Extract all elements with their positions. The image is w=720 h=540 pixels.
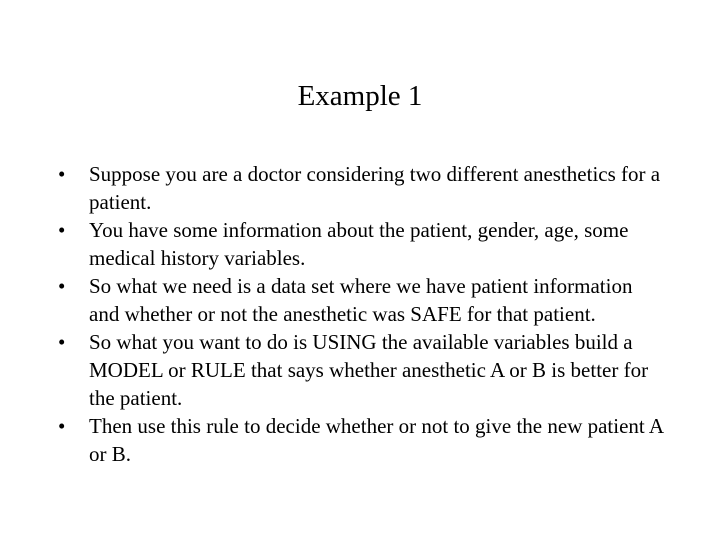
bullet-item [58,216,668,272]
bullet-icon: • [58,330,66,354]
bullet-list [58,160,668,468]
bullet-text: You have some information about the patient, gender, age, some medical history variables. [89,218,629,270]
slide-title: Example 1 [297,80,423,112]
bullet-text: So what you want to do is USING the available variables build a MODEL or RULE that says whether anesthetic A or B is better for the patient. [89,330,649,410]
bullet-item [58,328,668,412]
bullet-icon: • [58,162,66,186]
bullet-text: So what we need is a data set where we have patient information and whether or not the anesthetic was SAFE for that patient. [89,274,633,326]
bullet-item [58,412,668,468]
bullet-icon: • [58,274,66,298]
bullet-icon: • [58,218,66,242]
bullet-item [58,160,668,216]
bullet-icon: • [58,414,66,438]
bullet-text: Then use this rule to decide whether or not to give the new patient A or B. [89,414,663,466]
bullet-text: Suppose you are a doctor considering two different anesthetics for a patient. [89,162,661,214]
bullet-item [58,272,668,328]
